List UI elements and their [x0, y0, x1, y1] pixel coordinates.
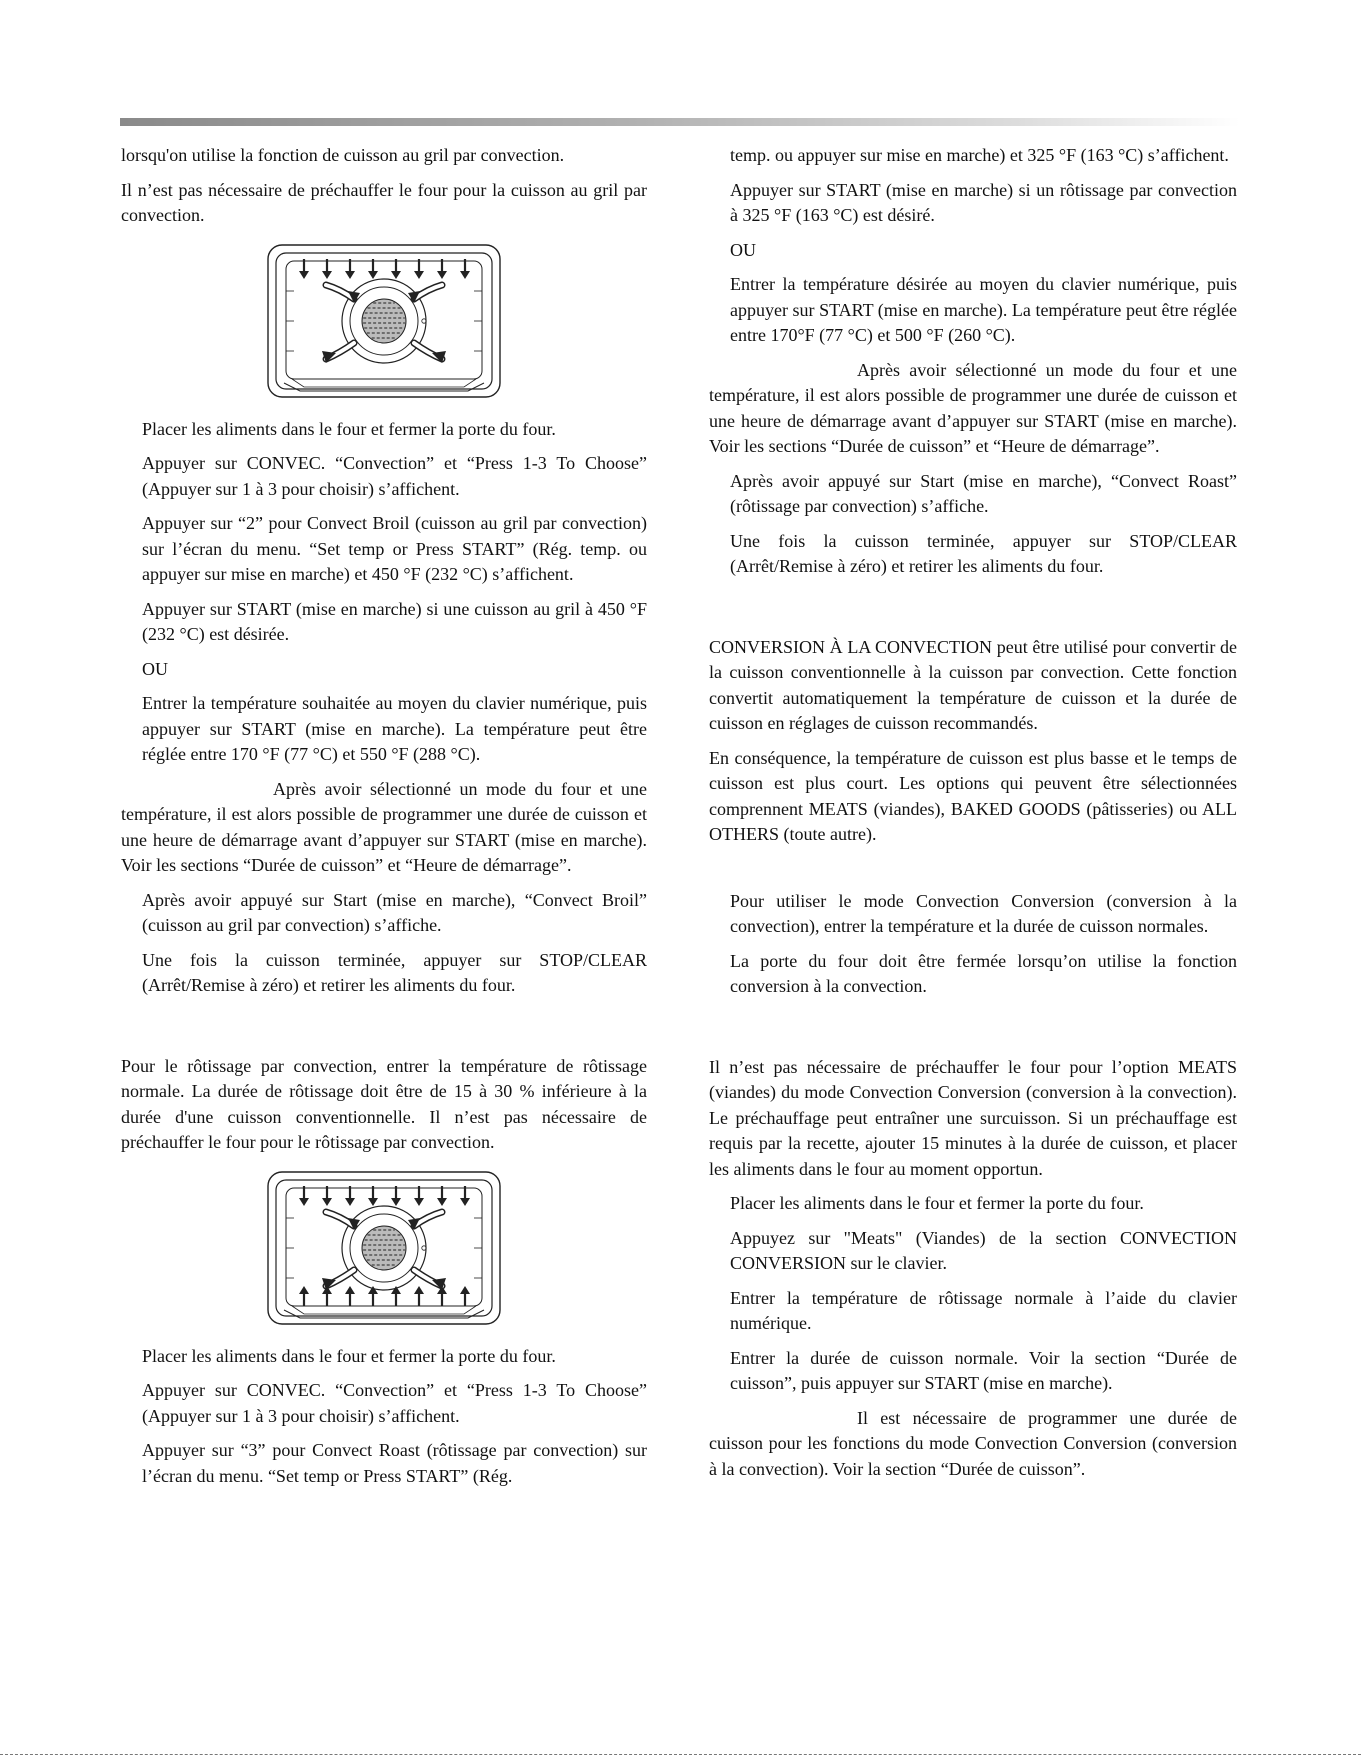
- list-item: Appuyer sur “2” pour Convect Broil (cuisson au gril par convection) sur l’écran du menu. “Set temp or Press START” (Rég. temp. ou appuyer sur mise en marche) et 450 °F (232 °C) s’affichent.: [142, 513, 647, 584]
- paragraph: lorsqu'on utilise la fonction de cuisson au gril par convection.: [121, 145, 565, 165]
- list-item: Appuyer sur CONVEC. “Convection” et “Press 1-3 To Choose” (Appuyer sur 1 à 3 pour choisir) s’affichent.: [142, 453, 647, 499]
- oven-convect-broil-icon: [264, 241, 504, 403]
- list-item: Après avoir appuyé sur Start (mise en marche), “Convect Roast” (rôtissage par convection) s’affiche.: [730, 470, 1237, 516]
- list-item: Entrer la température désirée au moyen du clavier numérique, puis appuyer sur START (mise en marche). La température peut être réglée entre 170°F (77 °C) et 500 °F (260 °C).: [730, 274, 1237, 345]
- left-column: [121, 143, 647, 1498]
- list-item: Entrer la durée de cuisson normale. Voir la section “Durée de cuisson”, puis appuyer sur START (mise en marche).: [730, 1347, 1237, 1393]
- list-item: Appuyer sur CONVEC. “Convection” et “Press 1-3 To Choose” (Appuyer sur 1 à 3 pour choisir) s’affichent.: [142, 1380, 647, 1426]
- paragraph: Pour le rôtissage par convection, entrer la température de rôtissage normale. La durée de rôtissage doit être de 15 à 30 % inférieure à la durée d'une cuisson conventionnelle. Il n’est pas nécessaire de préchauffer le four pour le rôtissage par convection.: [121, 1055, 647, 1152]
- list-item: Après avoir appuyé sur Start (mise en marche), “Convect Broil” (cuisson au gril par convection) s’affiche.: [142, 889, 647, 935]
- paragraph: CONVERSION À LA CONVECTION peut être utilisé pour convertir de la cuisson conventionnelle à la cuisson par convection. Cette fonction convertit automatiquement la température de cuisson et la durée de cuisson en réglages de cuisson recommandés.: [709, 636, 1237, 733]
- or-label: OU: [730, 239, 756, 260]
- paragraph: En conséquence, la température de cuisson est plus basse et le temps de cuisson est plus court. Les options qui peuvent être sélectionnées comprennent MEATS (viandes), BAKED GOODS (pâtisseries) ou ALL OTHERS (toute autre).: [709, 747, 1237, 844]
- note: Il est nécessaire de programmer une durée de cuisson pour les fonctions du mode Convection Conversion (conversion à la convection). Voir la section “Durée de cuisson”.: [709, 1407, 1237, 1479]
- paragraph: Il n’est pas nécessaire de préchauffer le four pour la cuisson au gril par convection.: [121, 179, 647, 225]
- note: Après avoir sélectionné un mode du four et une température, il est alors possible de programmer une durée de cuisson et une heure de démarrage avant d’appuyer sur START (mise en marche). Voir les sections “Durée de cuisson” et “Heure de démarrage”.: [121, 778, 647, 875]
- list-item: La porte du four doit être fermée lorsqu’on utilise la fonction conversion à la convection.: [730, 950, 1237, 996]
- list-item: Entrer la température souhaitée au moyen du clavier numérique, puis appuyer sur START (mise en marche). La température peut être réglée entre 170 °F (77 °C) et 550 °F (288 °C).: [142, 693, 647, 764]
- right-column: [709, 143, 1237, 1491]
- oven-convect-roast-icon: [264, 1168, 504, 1330]
- list-item: Placer les aliments dans le four et fermer la porte du four.: [142, 1345, 556, 1366]
- list-item: Pour utiliser le mode Convection Conversion (conversion à la convection), entrer la température et la durée de cuisson normales.: [730, 890, 1237, 936]
- note: Après avoir sélectionné un mode du four et une température, il est alors possible de programmer une durée de cuisson et une heure de démarrage avant d’appuyer sur START (mise en marche). Voir les sections “Durée de cuisson” et “Heure de démarrage”.: [709, 359, 1237, 456]
- list-item: Appuyer sur “3” pour Convect Roast (rôtissage par convection) sur l’écran du menu. “Set temp or Press START” (Rég.: [142, 1440, 647, 1486]
- list-item: Entrer la température de rôtissage normale à l’aide du clavier numérique.: [730, 1287, 1237, 1333]
- footer-rule: [0, 1754, 1361, 1755]
- list-item: Appuyer sur START (mise en marche) si une cuisson au gril à 450 °F (232 °C) est désirée.: [142, 598, 647, 644]
- or-label: OU: [142, 658, 168, 679]
- list-item: Placer les aliments dans le four et fermer la porte du four.: [730, 1193, 1144, 1213]
- list-item: temp. ou appuyer sur mise en marche) et 325 °F (163 °C) s’affichent.: [730, 145, 1229, 165]
- list-item: Appuyer sur START (mise en marche) si un rôtissage par convection à 325 °F (163 °C) est désiré.: [730, 179, 1237, 225]
- list-item: Une fois la cuisson terminée, appuyer sur STOP/CLEAR (Arrêt/Remise à zéro) et retirer les aliments du four.: [730, 530, 1237, 576]
- paragraph: Il n’est pas nécessaire de préchauffer le four pour l’option MEATS (viandes) du mode Convection Conversion (conversion à la convection). Le préchauffage peut entraîner une surcuisson. Si un préchauffage est requis par la recette, ajouter 15 minutes à la durée de cuisson, et placer les aliments dans le four au moment opportun.: [709, 1056, 1237, 1179]
- header-rule: [120, 118, 1240, 126]
- list-item: Appuyez sur "Meats" (Viandes) de la section CONVECTION CONVERSION sur le clavier.: [730, 1227, 1237, 1273]
- list-item: Placer les aliments dans le four et fermer la porte du four.: [142, 418, 556, 439]
- list-item: Une fois la cuisson terminée, appuyer sur STOP/CLEAR (Arrêt/Remise à zéro) et retirer les aliments du four.: [142, 949, 647, 995]
